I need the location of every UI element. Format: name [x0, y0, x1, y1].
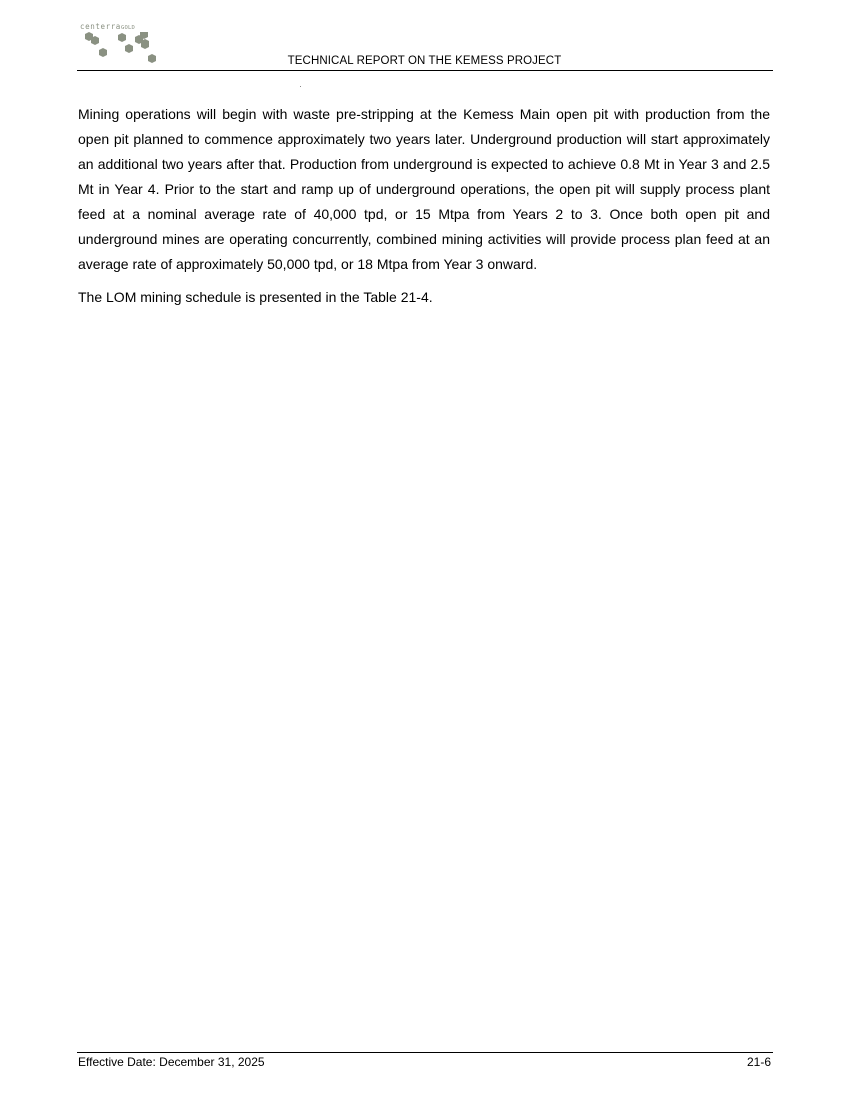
header-divider — [77, 70, 773, 71]
footer-effective-date: Effective Date: December 31, 2025 — [78, 1055, 265, 1069]
body-paragraph-1: Mining operations will begin with waste pre-stripping at the Kemess Main open pit with production from the open pit planned to commence approximately two years later. Underground production will start approximately an additional two years after that. Production from underground is expected to achieve 0.8 Mt in Year 3 and 2.5 Mt in Year 4. Prior to the start and ramp up of underground operations, the open pit will supply process plant feed at a nominal average rate of 40,000 tpd, or 15 Mtpa from Years 2 to 3. Once both open pit and underground mines are operating concurrently, combined mining activities will provide process plan feed at an average rate of approximately 50,000 tpd, or 18 Mtpa from Year 3 onward. — [78, 106, 770, 272]
logo-wordmark — [80, 22, 135, 31]
report-header-title — [0, 55, 849, 67]
scan-speck — [300, 86, 301, 87]
logo-text: centerra — [80, 22, 121, 31]
body-paragraph-2: The LOM mining schedule is presented in the Table 21-4. — [78, 289, 433, 305]
footer-divider — [77, 1052, 773, 1053]
report-body — [78, 102, 770, 318]
footer-page-number: 21-6 — [746, 1055, 771, 1069]
logo-subtext: GOLD — [120, 25, 135, 31]
report-header-title-text: TECHNICAL REPORT ON THE KEMESS PROJECT — [287, 55, 562, 67]
